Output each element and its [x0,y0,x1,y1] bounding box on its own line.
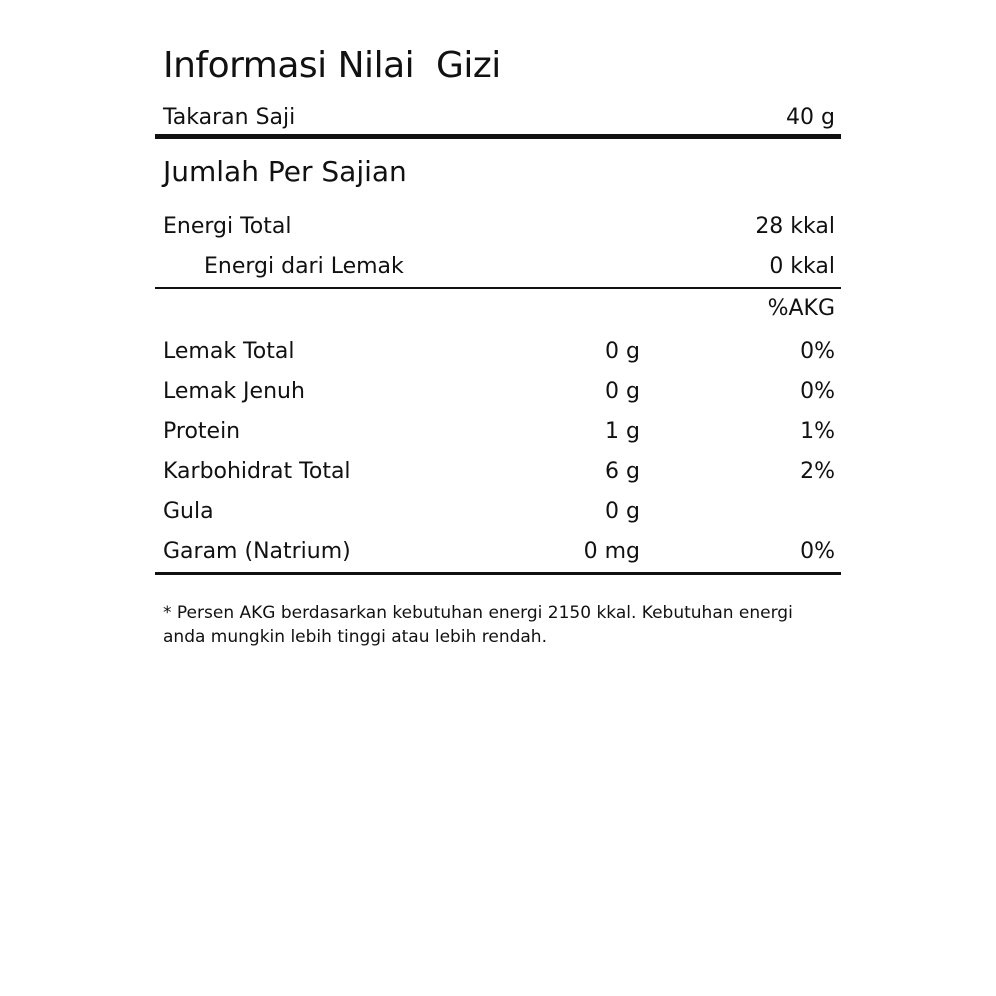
nutrient-label: Lemak Jenuh [163,379,305,404]
nutrient-label: Garam (Natrium) [163,539,351,564]
nutrient-label: Lemak Total [163,339,295,364]
nutrient-label: Karbohidrat Total [163,459,351,484]
nutrient-amount: 6 g [605,459,640,484]
akg-column-header: %AKG [767,296,835,321]
page-title: Informasi Nilai Gizi [163,45,501,86]
nutrient-row [163,532,835,572]
nutrient-row [163,492,835,532]
nutrient-row [163,412,835,452]
nutrient-amount: 1 g [605,419,640,444]
nutrient-row [163,332,835,372]
serving-size-value: 40 g [786,105,835,130]
nutrient-label: Gula [163,499,214,524]
nutrient-amount: 0 g [605,379,640,404]
nutrient-akg: 2% [800,459,835,484]
nutrient-row [163,372,835,412]
energy-total-label: Energi Total [163,214,292,239]
nutrient-akg: 1% [800,419,835,444]
serving-size-label: Takaran Saji [163,105,296,130]
thick-divider [155,134,841,139]
energy-from-fat-value: 0 kkal [769,254,835,279]
per-serving-heading: Jumlah Per Sajian [163,155,407,188]
energy-total-row [163,207,835,247]
nutrient-akg: 0% [800,539,835,564]
energy-from-fat-row [163,247,835,287]
energy-from-fat-label: Energi dari Lemak [204,254,404,279]
nutrient-amount: 0 g [605,339,640,364]
bottom-divider [155,572,841,575]
akg-header-row [163,289,835,329]
nutrient-label: Protein [163,419,241,444]
nutrient-akg: 0% [800,379,835,404]
nutrient-amount: 0 g [605,499,640,524]
nutrient-row [163,452,835,492]
nutrient-amount: 0 mg [583,539,640,564]
akg-footnote: * Persen AKG berdasarkan kebutuhan energi 2150 kkal. Kebutuhan energi anda mungkin lebih tinggi atau lebih rendah. [163,603,793,647]
serving-size-row [163,98,835,138]
energy-total-value: 28 kkal [755,214,835,239]
divider [155,287,841,289]
nutrient-akg: 0% [800,339,835,364]
